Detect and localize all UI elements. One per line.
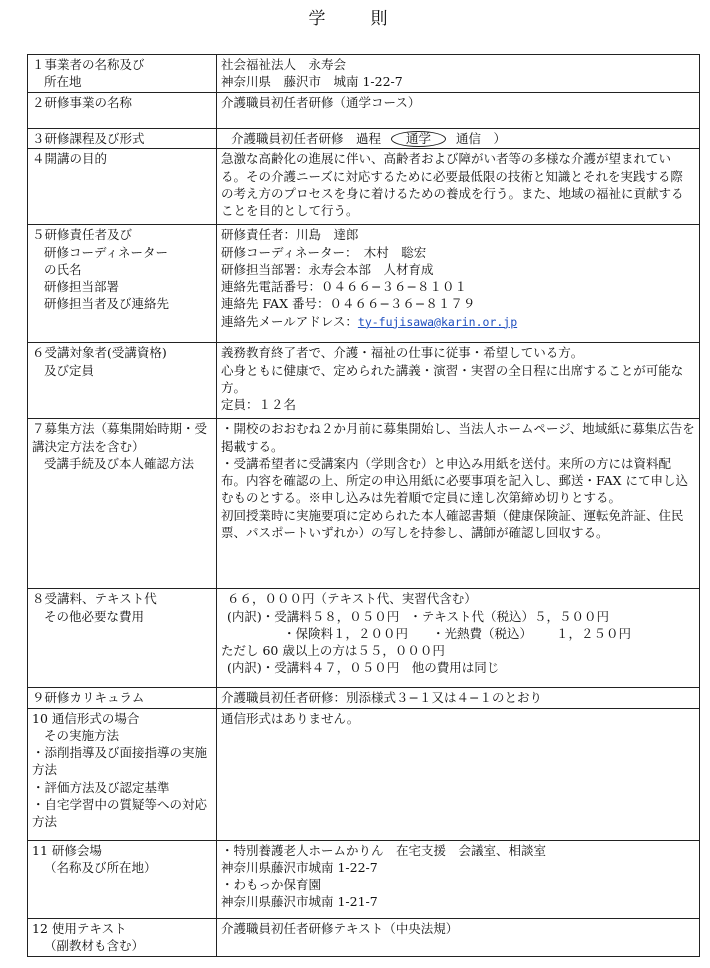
course-name: 介護職員初任者研修 過程 (231, 131, 382, 146)
row-value (217, 708, 700, 840)
row-label (28, 708, 217, 840)
value-line: 研修担当部署：永寿会本部 人材育成 (221, 261, 434, 277)
value-line: 研修責任者：川島 達郎 (221, 227, 359, 243)
row-value (217, 93, 700, 129)
value-line: 神奈川県藤沢市城南 1-21-7 (221, 894, 378, 910)
purpose-text: 急激な高齢化の進展に伴い、高齢者および障がい者等の多様な介護が望まれている。その介護ニーズに対応するために必要最低限の技術と知識とそれを実践する際の考え方のプロセスを身に着けるための養成を行う。また、地域の福祉に貢献することを目的として行う。 (221, 151, 684, 219)
senior-breakdown: (内訳)・受講料４７，０５０円 他の費用は同じ (227, 660, 500, 676)
table-row (28, 918, 700, 956)
row-label (28, 343, 217, 419)
row-value (217, 918, 700, 956)
value-line: 神奈川県 藤沢市 城南 1-22-7 (221, 74, 403, 90)
value-line: 心身ともに健康で、定められた講義・演習・実習の全日程に出席することが可能な方。 (221, 362, 684, 395)
row-value (217, 149, 700, 225)
row-label (28, 149, 217, 225)
label-line: ９研修カリキュラム (32, 690, 145, 706)
label-line: ６受講対象者(受講資格) (32, 345, 167, 361)
row-value (217, 343, 700, 419)
selected-format: 通学 (406, 131, 432, 146)
row-value (217, 688, 700, 708)
label-line: 10 通信形式の場合 (32, 710, 140, 726)
value-line: 義務教育終了者で、介護・福祉の仕事に従事・希望している方。 (221, 345, 584, 361)
label-line: 受講手続及び本人確認方法 (44, 455, 195, 471)
fee-utility: ・光熱費（税込） (432, 625, 533, 641)
value-line: ・わもっか保育園 (221, 877, 322, 893)
label-line: １事業者の名称及び (32, 57, 145, 72)
value-line: ・開校のおおむね２か月前に募集開始し、当法人ホームページ、地域紙に募集広告を掲載する。 (221, 421, 695, 454)
label-line: 所在地 (44, 74, 82, 90)
row-label (28, 93, 217, 129)
email-label: 連絡先メールアドレス： (221, 313, 358, 329)
row-label (28, 688, 217, 708)
value-line: ・受講希望者に受講案内（学則含む）と申込み用紙を送付。来所の方には資料配布。内容を確認の上、所定の申込用紙に必要事項を記入し、郵送・FAX にて申し込むものとする。※申し込みは先着順で定員に達し次第締め切りとする。 (221, 455, 688, 506)
value-line: 定員：１２名 (221, 397, 297, 413)
table-row (28, 343, 700, 419)
label-line: ３研修課程及び形式 (32, 131, 145, 146)
row-value (217, 419, 700, 589)
label-line: 及び定員 (44, 362, 95, 378)
fee-tuition: ・受講料５８，０５０円 (261, 608, 400, 624)
label-line: ４開講の目的 (32, 151, 108, 167)
document-title: 学 則 (308, 9, 402, 29)
table-row (28, 55, 700, 93)
value-line: 介護職員初任者研修テキスト（中央法規） (221, 920, 459, 936)
label-line: 研修コーディネーター (44, 244, 169, 260)
row-label (28, 129, 217, 149)
table-row (28, 708, 700, 840)
value-line: 介護職員初任者研修（通学コース） (221, 95, 421, 110)
table-row (28, 589, 700, 688)
label-line: 研修担当部署 (44, 279, 120, 295)
row-value (217, 129, 700, 149)
label-line: ２研修事業の名称 (32, 95, 133, 110)
value-line: 通信形式はありません。 (221, 710, 360, 726)
label-line: 11 研修会場 (32, 842, 102, 858)
selected-format-circle (391, 131, 446, 147)
rules-table (27, 54, 700, 957)
row-label (28, 589, 217, 688)
label-line: ・添削指導及び面接指導の実施方法 (32, 745, 208, 778)
row-value (217, 840, 700, 918)
fee-total: ６６，０００円（テキスト代、実習代含む） (227, 591, 477, 607)
table-row (28, 93, 700, 129)
row-label (28, 918, 217, 956)
label-line: の氏名 (44, 261, 82, 277)
label-line: ５研修責任者及び (32, 227, 133, 243)
row-value (217, 55, 700, 93)
label-line: その実施方法 (44, 727, 120, 743)
value-line: 初回授業時に実施要項に定められた本人確認書類（健康保険証、運転免許証、住民票、パスポートいずれか）の写しを持参し、講師が確認し回収する。 (221, 507, 684, 541)
row-value (217, 225, 700, 343)
row-label (28, 419, 217, 589)
value-line: 社会福祉法人 永寿会 (221, 57, 347, 72)
row-value (217, 589, 700, 688)
value-line: 連絡先電話番号：０４６６−３６−８１０１ (221, 279, 467, 295)
label-line: ・自宅学習中の質疑等への対応方法 (32, 797, 208, 830)
row-label (28, 840, 217, 918)
table-row (28, 419, 700, 589)
other-format: 通信 ） (456, 131, 507, 146)
value-line: 連絡先 FAX 番号：０４６６−３６−８１７９ (221, 296, 476, 312)
email-link[interactable]: ty-fujisawa@karin.or.jp (357, 314, 518, 329)
label-line: （名称及び所在地） (44, 859, 157, 875)
value-line: ・特別養護老人ホームかりん 在宅支援 会議室、相談室 (221, 842, 547, 858)
table-row (28, 225, 700, 343)
table-row (28, 840, 700, 918)
fee-text: ・テキスト代（税込）５，５００円 (409, 608, 610, 624)
value-line: 研修コーディネーター： 木村 聡宏 (221, 244, 427, 260)
label-line: 研修担当者及び連絡先 (44, 296, 170, 312)
label-line: ・評価方法及び認定基準 (32, 779, 170, 795)
senior-note: ただし 60 歳以上の方は５５，０００円 (221, 643, 445, 659)
label-line: ７募集方法（募集開始時期・受講決定方法を含む） (32, 421, 208, 454)
row-label (28, 225, 217, 343)
fee-insurance: ・保険料１，２００円 (283, 625, 409, 641)
value-line: 介護職員初任者研修：別添様式３−１又は４−１のとおり (221, 690, 542, 706)
value-line: 神奈川県藤沢市城南 1-22-7 (221, 859, 378, 875)
label-line: （副教材も含む） (44, 937, 145, 953)
label-line: その他必要な費用 (44, 608, 145, 624)
table-row (28, 149, 700, 225)
table-row (28, 129, 700, 149)
label-line: 12 使用テキスト (32, 920, 127, 936)
row-label (28, 55, 217, 93)
fee-utility-amount: １，２５０円 (556, 625, 632, 641)
table-row (28, 688, 700, 708)
breakdown-label: (内訳) (227, 608, 262, 624)
label-line: ８受講料、テキスト代 (32, 591, 157, 607)
